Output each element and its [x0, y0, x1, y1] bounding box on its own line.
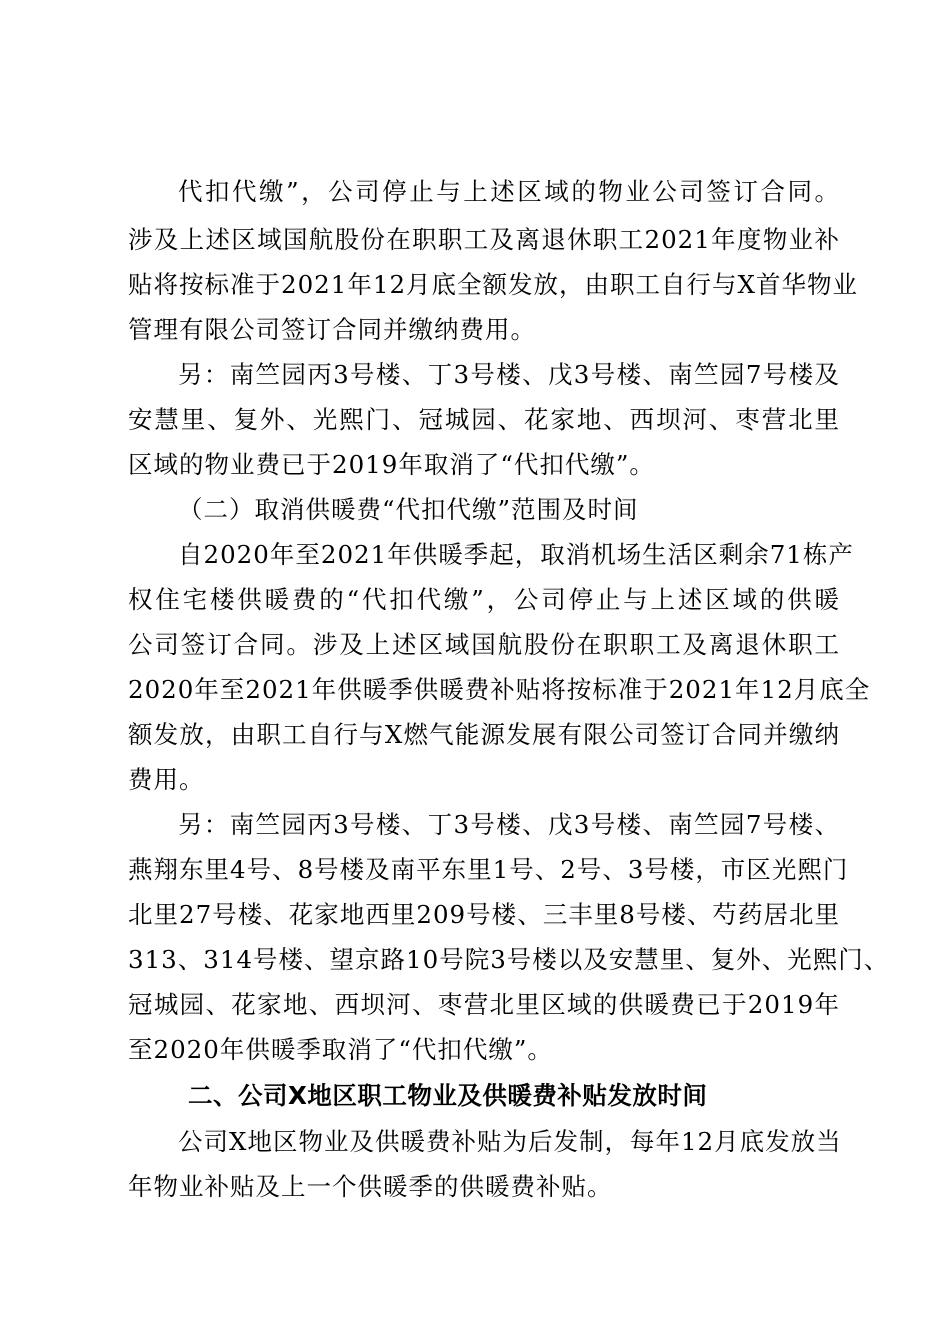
paragraph-line: 冠城园、花家地、西坝河、枣营北里区域的供暖费已于2019年	[128, 990, 840, 1019]
paragraph-line: 另：南竺园丙3号楼、丁3号楼、戊3号楼、南竺园7号楼及	[178, 360, 840, 389]
paragraph-line: 2020年至2021年供暖季供暖费补贴将按标准于2021年12月底全	[128, 675, 871, 704]
section-heading: 二、公司X地区职工物业及供暖费补贴发放时间	[188, 1081, 708, 1110]
paragraph-line: 公司签订合同。涉及上述区域国航股份在职职工及离退休职工	[128, 630, 840, 659]
section-subheading: （二）取消供暖费“代扣代缴”范围及时间	[178, 495, 639, 524]
paragraph-line: 区域的物业费已于2019年取消了“代扣代缴”。	[128, 450, 655, 479]
paragraph-line: 另：南竺园丙3号楼、丁3号楼、戊3号楼、南竺园7号楼、	[178, 810, 840, 839]
paragraph-line: 费用。	[128, 765, 205, 794]
paragraph-line: 313、314号楼、望京路10号院3号楼以及安慧里、复外、光熙门、	[128, 945, 890, 974]
paragraph-line: 权住宅楼供暖费的“代扣代缴”，公司停止与上述区域的供暖	[128, 585, 840, 614]
paragraph-line: 公司X地区物业及供暖费补贴为后发制，每年12月底发放当	[178, 1127, 842, 1156]
paragraph-line: 自2020年至2021年供暖季起，取消机场生活区剩余71栋产	[178, 540, 854, 569]
paragraph-line: 至2020年供暖季取消了“代扣代缴”。	[128, 1035, 553, 1064]
paragraph-line: 北里27号楼、花家地西里209号楼、三丰里8号楼、芍药居北里	[128, 900, 840, 929]
paragraph-line: 贴将按标准于2021年12月底全额发放，由职工自行与X首华物业	[128, 270, 858, 299]
paragraph-line: 安慧里、复外、光熙门、冠城园、花家地、西坝河、枣营北里	[128, 405, 840, 434]
paragraph-line: 燕翔东里4号、8号楼及南平东里1号、2号、3号楼，市区光熙门	[128, 855, 849, 884]
paragraph-line: 涉及上述区域国航股份在职职工及离退休职工2021年度物业补	[128, 225, 840, 254]
paragraph-line: 额发放，由职工自行与X燃气能源发展有限公司签订合同并缴纳	[128, 720, 840, 749]
paragraph-line: 年物业补贴及上一个供暖季的供暖费补贴。	[128, 1172, 613, 1201]
paragraph-line: 管理有限公司签订合同并缴纳费用。	[128, 315, 536, 344]
paragraph-line: 代扣代缴”，公司停止与上述区域的物业公司签订合同。	[178, 177, 840, 206]
